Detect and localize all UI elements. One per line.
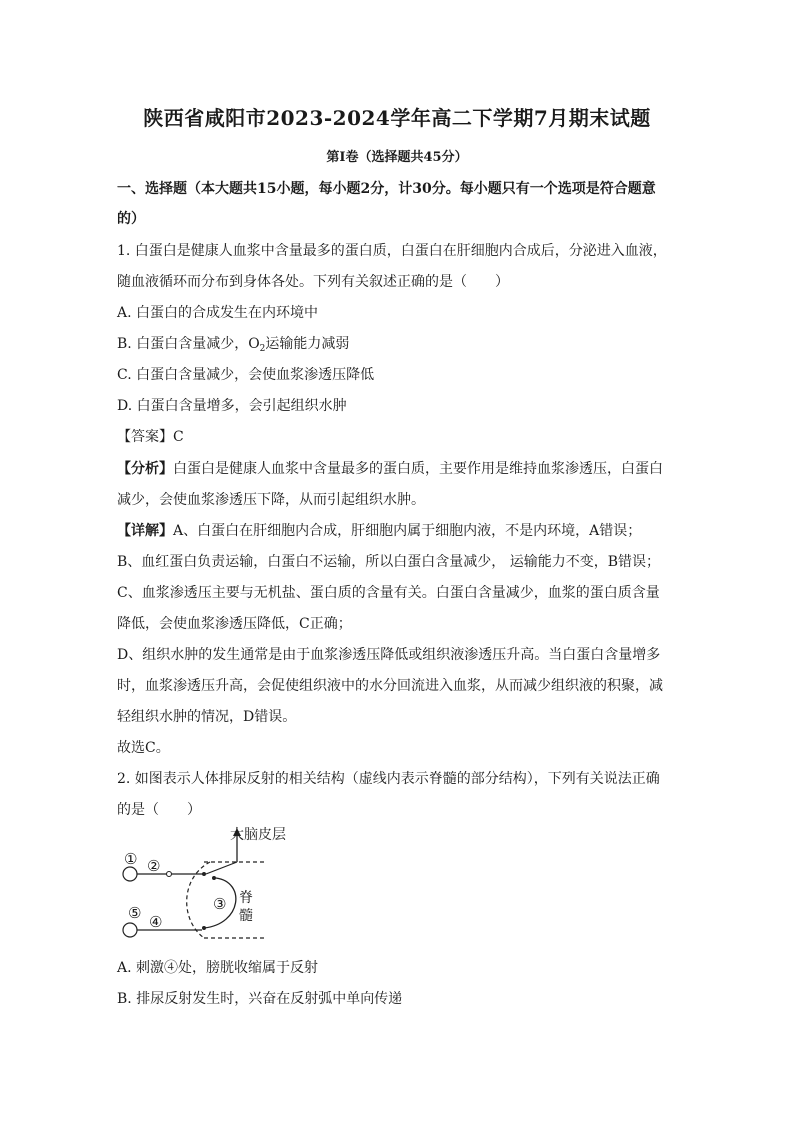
label-circle-1: ① [124,850,138,868]
q1-analysis-line-1 [117,458,677,478]
q1-option-c: C. 白蛋白含量减少，会使血浆渗透压降低 [117,367,375,383]
q2-stem-line-2: 的是（ ） [117,802,201,818]
q1-detail-text-1: A、白蛋白在肝细胞内合成，肝细胞内属于细胞内液，不是内环境，A错误； [173,523,642,539]
interneuron-link [206,862,237,874]
instructions-line-1: 一、选择题（本大题共15小题，每小题2分，计30分。每小题只有一个选项是符合题意 [117,181,656,197]
q1-answer: 【答案】C [117,429,184,445]
ganglion-dot [167,872,172,877]
q2-option-b: B. 排尿反射发生时，兴奋在反射弧中单向传递 [117,991,403,1007]
reflex-arc-svg [118,820,318,945]
q1-detail-line-7: 轻组织水肿的情况，D错误。 [117,709,297,725]
receptor-circle [123,867,137,881]
q1-option-d: D. 白蛋白含量增多，会引起组织水肿 [117,398,347,414]
q2-option-a: A. 刺激④处，膀胱收缩属于反射 [117,960,319,976]
label-circle-2: ② [147,857,161,875]
q1-analysis-line-2: 减少，会使血浆渗透压下降，从而引起组织水肿。 [117,492,425,508]
synapse-lower [202,926,206,930]
page-title: 陕西省咸阳市2023-2024学年高二下学期7月期末试题 [143,106,651,130]
q1-stem-line-1: 1. 白蛋白是健康人血浆中含量最多的蛋白质，白蛋白在肝细胞内合成后，分泌进入血液， [117,243,667,259]
label-circle-5: ⑤ [128,904,142,922]
q1-analysis-text-1: 白蛋白是健康人血浆中含量最多的蛋白质，主要作用是维持血浆渗透压，白蛋白 [173,461,663,477]
q1-analysis-tag: 【分析】 [117,461,173,477]
spinal-label-2: 髓 [239,908,253,924]
label-circle-4: ④ [149,913,163,931]
q1-detail-line-3: C、血浆渗透压主要与无机盐、蛋白质的含量有关。白蛋白含量减少，血浆的蛋白质含量 [117,585,660,601]
q1-option-b-subscript: 2 [259,344,266,354]
q1-detail-line-6: 时，血浆渗透压升高，会促使组织液中的水分回流进入血浆，从而减少组织液的积聚，减 [117,678,663,694]
synapse-upper [202,872,206,876]
q1-detail-line-1 [117,520,677,540]
q1-conclusion: 故选C。 [117,740,170,756]
q1-option-a: A. 白蛋白的合成发生在内环境中 [117,305,319,321]
q1-stem-line-2: 随血液循环而分布到身体各处。下列有关叙述正确的是（ ） [117,274,509,290]
effector-circle [123,923,137,937]
reflex-arc-diagram [118,820,318,949]
section-heading: 第Ⅰ卷（选择题共45分） [326,150,468,165]
brain-cortex-label: 大脑皮层 [230,827,286,843]
q2-stem-line-1: 2. 如图表示人体排尿反射的相关结构（虚线内表示脊髓的部分结构），下列有关说法正确 [117,771,660,787]
q1-detail-line-2: B、血红蛋白负责运输，白蛋白不运输，所以白蛋白含量减少， 运输能力不变，B错误； [117,554,661,570]
q1-detail-line-4: 降低，会使血浆渗透压降低，C正确； [117,616,352,632]
q1-detail-line-5: D、组织水肿的发生通常是由于血浆渗透压降低或组织液渗透压升高。当白蛋白含量增多 [117,647,661,663]
q1-option-b [117,333,677,354]
instructions-line-2: 的） [117,211,145,227]
q1-detail-tag: 【详解】 [117,523,173,539]
spinal-label-1: 脊 [239,890,253,906]
q1-option-b-post: 运输能力减弱 [265,336,350,352]
q1-option-b-pre: B. 白蛋白含量减少，O [117,336,260,352]
label-circle-3: ③ [213,895,227,913]
synapse-upper-2 [212,876,216,880]
